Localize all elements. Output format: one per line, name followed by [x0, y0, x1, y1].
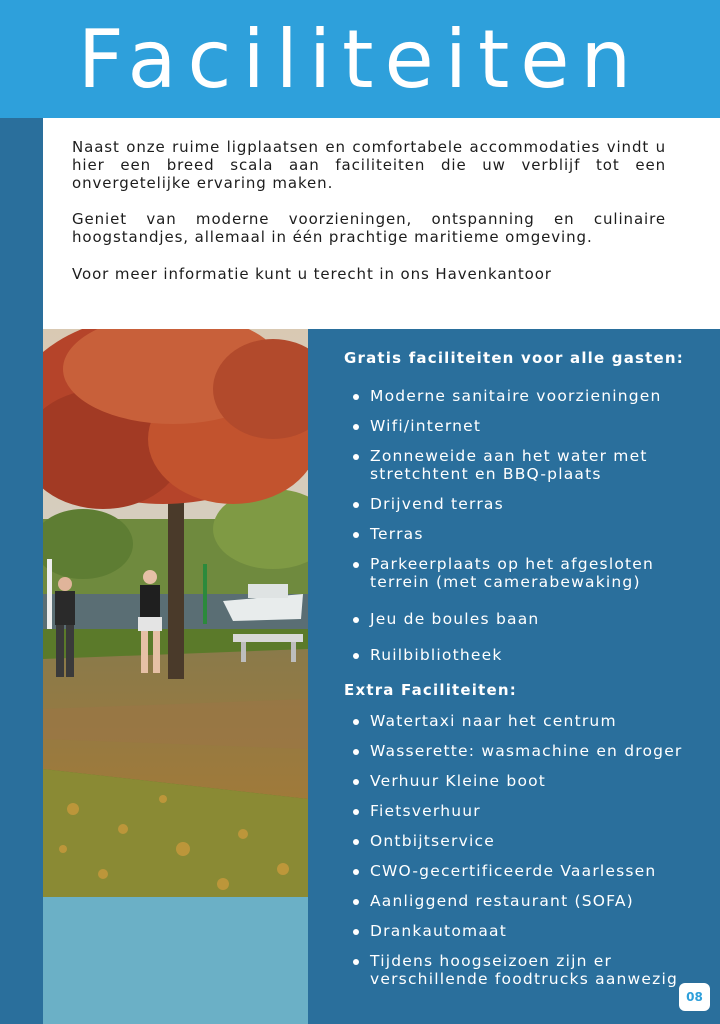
left-decorative-strip: [0, 118, 43, 1024]
list-item: Aanliggend restaurant (SOFA): [352, 892, 710, 910]
bullet-icon: [353, 869, 359, 875]
bullet-icon: [353, 719, 359, 725]
photo-footer-panel: [43, 897, 308, 1024]
list-item: Jeu de boules baan: [352, 610, 710, 628]
intro-paragraph-2: Geniet van moderne voorzieningen, ontspanning en culinaire hoogstandjes, allemaal in één prachtige maritieme omgeving.: [72, 210, 666, 246]
list-item: Drijvend terras: [352, 495, 710, 513]
list-item: Wifi/internet: [352, 417, 710, 435]
list-item: Terras: [352, 525, 710, 543]
list-item: Fietsverhuur: [352, 802, 710, 820]
free-facilities-heading: Gratis faciliteiten voor alle gasten:: [344, 349, 685, 367]
intro-box: [43, 118, 720, 329]
list-item: CWO-gecertificeerde Vaarlessen: [352, 862, 710, 880]
bullet-icon: [353, 424, 359, 430]
list-item: Wasserette: wasmachine en droger: [352, 742, 710, 760]
bullet-icon: [353, 394, 359, 400]
bullet-icon: [353, 532, 359, 538]
bullet-icon: [353, 779, 359, 785]
bullet-icon: [353, 454, 359, 460]
list-item: Moderne sanitaire voorzieningen: [352, 387, 710, 405]
list-item: Ruilbibliotheek: [352, 646, 710, 664]
extra-facilities-heading: Extra Faciliteiten:: [344, 681, 517, 699]
page-title: Faciliteiten: [77, 13, 643, 106]
list-item: Parkeerplaats op het afgesloten terrein (met camerabewaking): [352, 555, 710, 591]
page-number-badge: 08: [679, 983, 710, 1011]
bullet-icon: [353, 839, 359, 845]
intro-paragraph-1: Naast onze ruime ligplaatsen en comfortabele accommodaties vindt u hier een breed scala aan faciliteiten die uw verblijf tot een onvergetelijke ervaring maken.: [72, 138, 666, 192]
list-item: Watertaxi naar het centrum: [352, 712, 710, 730]
list-item: Tijdens hoogseizoen zijn er verschillende foodtrucks aanwezig: [352, 952, 710, 988]
header-banner: [0, 0, 720, 118]
bullet-icon: [353, 749, 359, 755]
list-item: Drankautomaat: [352, 922, 710, 940]
intro-paragraph-3: Voor meer informatie kunt u terecht in ons Havenkantoor: [72, 265, 552, 283]
bullet-icon: [353, 899, 359, 905]
photo-jeu-de-boules: [43, 329, 308, 897]
list-item: Zonneweide aan het water met stretchtent en BBQ-plaats: [352, 447, 710, 483]
bullet-icon: [353, 617, 359, 623]
list-item: Ontbijtservice: [352, 832, 710, 850]
bullet-icon: [353, 502, 359, 508]
list-item: Verhuur Kleine boot: [352, 772, 710, 790]
bullet-icon: [353, 929, 359, 935]
bullet-icon: [353, 809, 359, 815]
bullet-icon: [353, 562, 359, 568]
bullet-icon: [353, 653, 359, 659]
bullet-icon: [353, 959, 359, 965]
